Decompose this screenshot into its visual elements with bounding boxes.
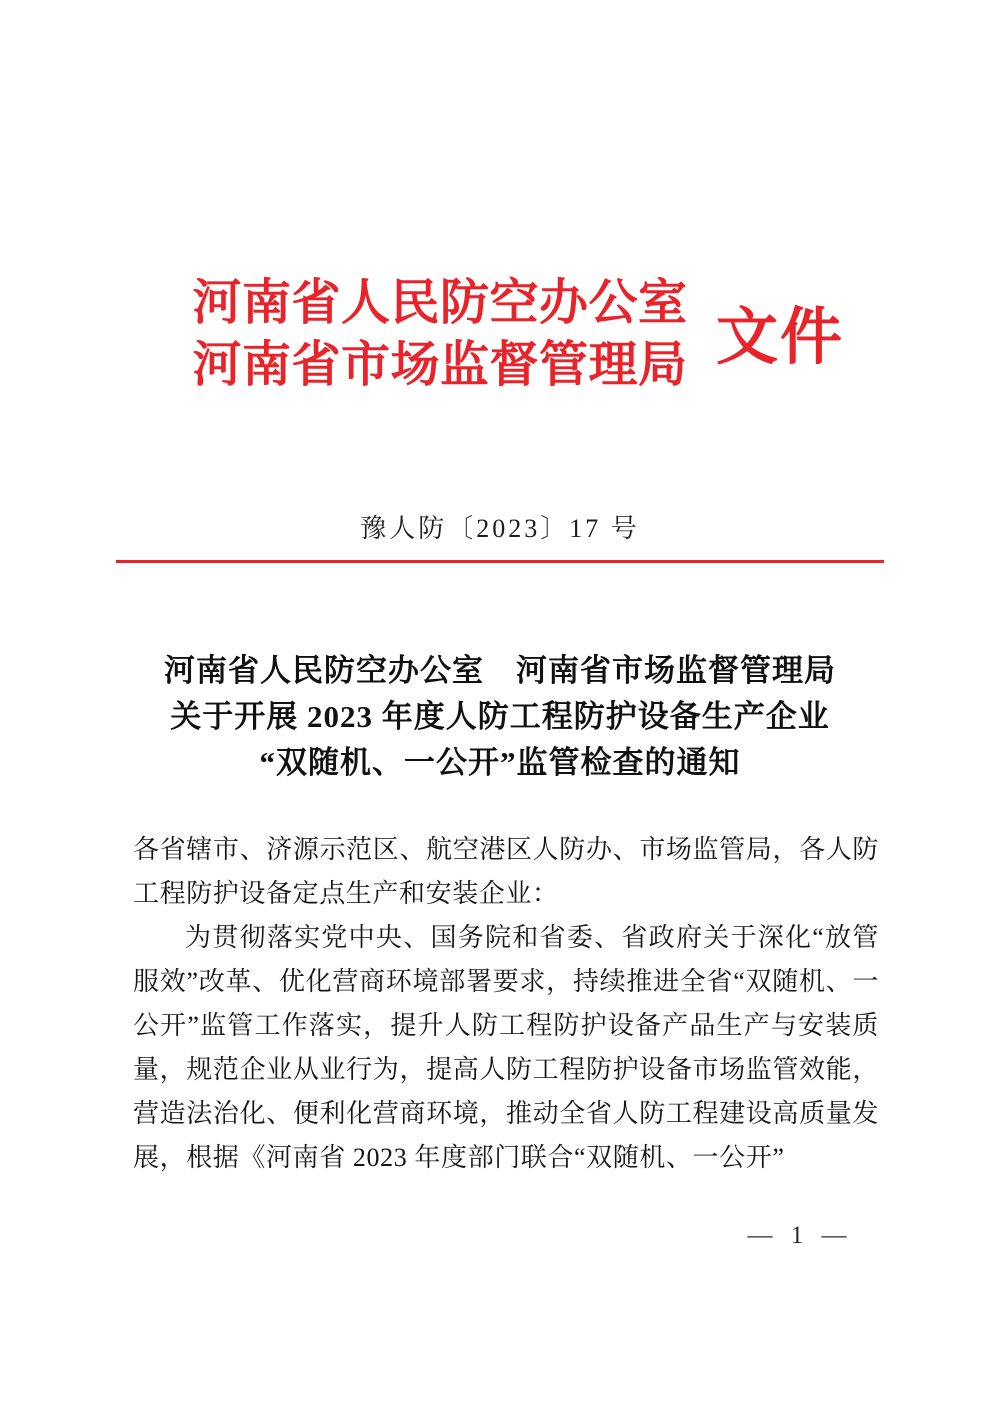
title-line-1: 河南省人民防空办公室 河南省市场监督管理局 <box>164 653 836 688</box>
red-separator-rule <box>116 560 884 563</box>
title-line-2: 关于开展 2023 年度人防工程防护设备生产企业 <box>170 699 830 734</box>
page-number: — 1 — <box>747 1222 853 1249</box>
body-paragraph-1: 为贯彻落实党中央、国务院和省委、省政府关于深化“放管服效”改革、优化营商环境部署要求，持续推进全省“双随机、一公开”监管工作落实，提升人防工程防护设备产品生产与安装质量，规范企业从业行为，提高人防工程防护设备市场监管效能，营造法治化、便利化营商环境，推动全省人防工程建设高质量发展，根据《河南省 2023 年度部门联合“双随机、一公开” <box>133 923 879 1172</box>
body-addressee: 各省辖市、济源示范区、航空港区人防办、市场监管局，各人防工程防护设备定点生产和安装企业： <box>133 835 879 908</box>
letterhead-issuer-line-1: 河南省人民防空办公室 <box>192 275 688 330</box>
page-title <box>100 648 900 786</box>
letterhead <box>0 272 1000 442</box>
letterhead-issuer-line-2: 河南省市场监督管理局 <box>192 337 688 392</box>
letterhead-document-type: 文件 <box>716 304 845 372</box>
document-body <box>133 828 879 1180</box>
letterhead-issuer-names <box>160 272 720 396</box>
document-number: 豫人防〔2023〕17 号 <box>360 514 640 543</box>
title-line-3: “双随机、一公开”监管检查的通知 <box>259 745 741 780</box>
